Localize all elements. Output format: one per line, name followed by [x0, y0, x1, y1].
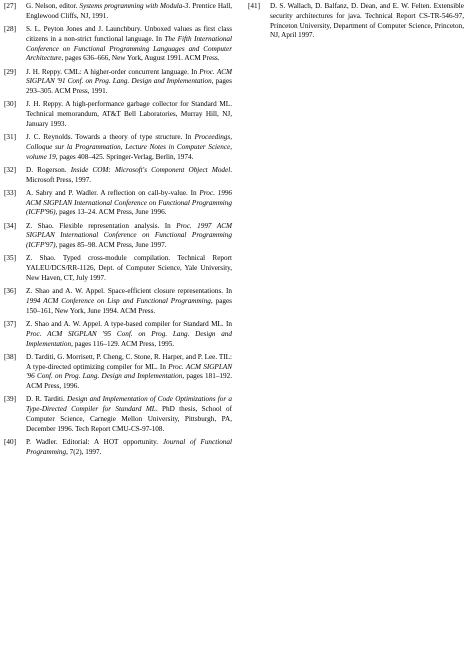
references-left-column	[4, 2, 232, 461]
reference-entry	[4, 438, 232, 458]
reference-number: [27]	[4, 2, 16, 10]
reference-number: [30]	[4, 100, 16, 109]
reference-title-italic: Proc. ACM SIGPLAN '96 Conf. on Prog. Lang. Design and Implementation	[26, 362, 233, 381]
reference-entry	[4, 320, 232, 349]
reference-text-part: P. Wadler. Editorial: A HOT opportunity.	[26, 437, 163, 446]
reference-entry	[4, 25, 232, 64]
reference-text-part: , pages 181–192. ACM Press, 1996.	[26, 372, 232, 391]
reference-number: [37]	[4, 320, 16, 329]
reference-text-part: D. Tarditi, G. Morrisett, P. Cheng, C. Stone, R. Harper, and P. Lee. TIL: A type-directed optimizing compiler for ML. In	[26, 352, 232, 371]
reference-text-part: A. Sabry and P. Wadler. A reflection on call-by-value. In	[26, 188, 200, 197]
references-right-column	[248, 2, 464, 45]
reference-text	[26, 395, 232, 434]
reference-number: [28]	[4, 24, 16, 33]
reference-text	[26, 222, 232, 251]
reference-title-italic: Proc. ACM SIGPLAN '91 Conf. on Prog. Lang. Design and Implementation	[26, 67, 232, 86]
reference-text	[26, 166, 232, 186]
reference-text-part: , pages 408–425. Springer-Verlag, Berlin, 1974.	[55, 152, 194, 161]
reference-title-italic: Systems programming with Modula-3	[79, 2, 189, 10]
reference-text	[26, 68, 232, 97]
reference-text	[26, 438, 232, 458]
reference-text-part: J. C. Reynolds. Towards a theory of type structure. In	[26, 133, 195, 142]
reference-text	[26, 287, 232, 316]
reference-text	[270, 2, 464, 41]
reference-text-part: S. L. Peyton Jones and J. Launchbury. Unboxed values as first class citizens in a non-strict functional language. In	[26, 24, 232, 43]
reference-entry	[4, 100, 232, 129]
reference-entry	[4, 353, 232, 392]
reference-text-part: Z. Shao. Typed cross-module compilation. Technical Report YALEU/DCS/RR-1126, Dept. of Computer Science, Yale University, New Haven, CT, July 1997.	[26, 254, 232, 283]
reference-entry	[4, 287, 232, 316]
reference-number: [39]	[4, 395, 16, 404]
reference-entry	[4, 189, 232, 218]
reference-number: [33]	[4, 188, 16, 197]
reference-text-part: , pages 116–129. ACM Press, 1995.	[71, 339, 175, 348]
reference-text	[26, 2, 232, 22]
reference-entry	[4, 2, 232, 22]
reference-entry	[4, 395, 232, 434]
reference-text-part: Z. Shao and A. W. Appel. Space-efficient closure representations. In	[26, 287, 232, 296]
reference-entry	[4, 133, 232, 162]
reference-number: [29]	[4, 67, 16, 76]
reference-text-part: G. Nelson, editor.	[26, 2, 80, 10]
reference-text-part: . PhD thesis, School of Computer Science, Carnegie Mellon University, Pittsburgh, PA, December 1996. Tech Report CMU-CS-97-108.	[26, 405, 232, 433]
reference-text-part: , pages 636–666, New York, August 1991. ACM Press.	[61, 54, 220, 63]
reference-text	[26, 133, 232, 162]
reference-title-italic: The Fifth International Conference on Functional Programming Languages and Computer Architecture	[26, 34, 233, 63]
reference-text-part: . Prentice Hall, Englewood Cliffs, NJ, 1991.	[26, 2, 232, 20]
reference-title-italic: Proc. 1996 ACM SIGPLAN International Conference on Functional Programming (ICFP'96)	[26, 188, 232, 217]
reference-text-part: , pages 293–305. ACM Press, 1991.	[26, 77, 232, 96]
reference-text-part: , pages 13–24. ACM Press, June 1996.	[55, 208, 167, 217]
reference-text-part: D. Rogerson.	[26, 165, 71, 174]
reference-entry	[4, 222, 232, 251]
reference-text	[26, 100, 232, 129]
reference-text-part: J. H. Reppy. CML: A higher-order concurrent language. In	[26, 67, 200, 76]
reference-title-italic: Design and Implementation of Code Optimizations for a Type-Directed Compiler for Standard ML	[26, 395, 232, 414]
reference-title-italic: Journal of Functional Programming	[26, 437, 232, 456]
reference-entry	[248, 2, 464, 41]
reference-text	[26, 254, 232, 283]
reference-text-part: , 7(2), 1997.	[66, 447, 102, 456]
reference-entry	[4, 254, 232, 283]
reference-title-italic: Proceedings, Colloque sur la Programmation, Lecture Notes in Computer Science, volume 19	[26, 133, 232, 161]
reference-text-part: . Microsoft Press, 1997.	[26, 165, 233, 184]
reference-text-part: J. H. Reppy. A high-performance garbage collector for Standard ML. Technical memorandum, AT&T Bell Laboratories, Murray Hill, NJ, January 1993.	[26, 100, 232, 128]
reference-text	[26, 25, 232, 64]
reference-text-part: , pages 150–161, New York, June 1994. ACM Press.	[26, 297, 232, 315]
reference-text	[26, 353, 232, 392]
reference-number: [38]	[4, 352, 16, 361]
reference-title-italic: Proc. ACM SIGPLAN '95 Conf. on Prog. Lang. Design and Implementation	[26, 329, 232, 348]
reference-text-part: D. R. Tarditi.	[26, 395, 68, 404]
reference-text	[26, 320, 232, 349]
reference-number: [31]	[4, 133, 16, 142]
reference-text	[26, 189, 232, 218]
reference-entry	[4, 166, 232, 186]
reference-text-part: D. S. Wallach, D. Balfanz, D. Dean, and E. W. Felten. Extensible security architectures for java. Technical Report CS-TR-546-97, Princeton University, Department of Computer Science, Princeton, NJ, April 1997.	[270, 2, 464, 40]
reference-number: [40]	[4, 437, 16, 446]
reference-text-part: , pages 85–98. ACM Press, June 1997.	[55, 241, 167, 250]
reference-number: [32]	[4, 165, 16, 174]
reference-text-part: Z. Shao. Flexible representation analysis. In	[26, 221, 177, 230]
reference-entry	[4, 68, 232, 97]
reference-title-italic: Proc. 1997 ACM SIGPLAN International Conference on Functional Programming (ICFP'97)	[26, 221, 232, 250]
reference-title-italic: Inside COM: Microsoft's Component Object Model	[70, 165, 231, 174]
reference-text-part: Z. Shao and A. W. Appel. A type-based compiler for Standard ML. In	[26, 320, 232, 329]
reference-number: [36]	[4, 287, 16, 296]
reference-number: [34]	[4, 221, 16, 230]
reference-title-italic: 1994 ACM Conference on Lisp and Functional Programming	[26, 297, 211, 306]
reference-number: [41]	[248, 2, 260, 10]
reference-number: [35]	[4, 254, 16, 263]
